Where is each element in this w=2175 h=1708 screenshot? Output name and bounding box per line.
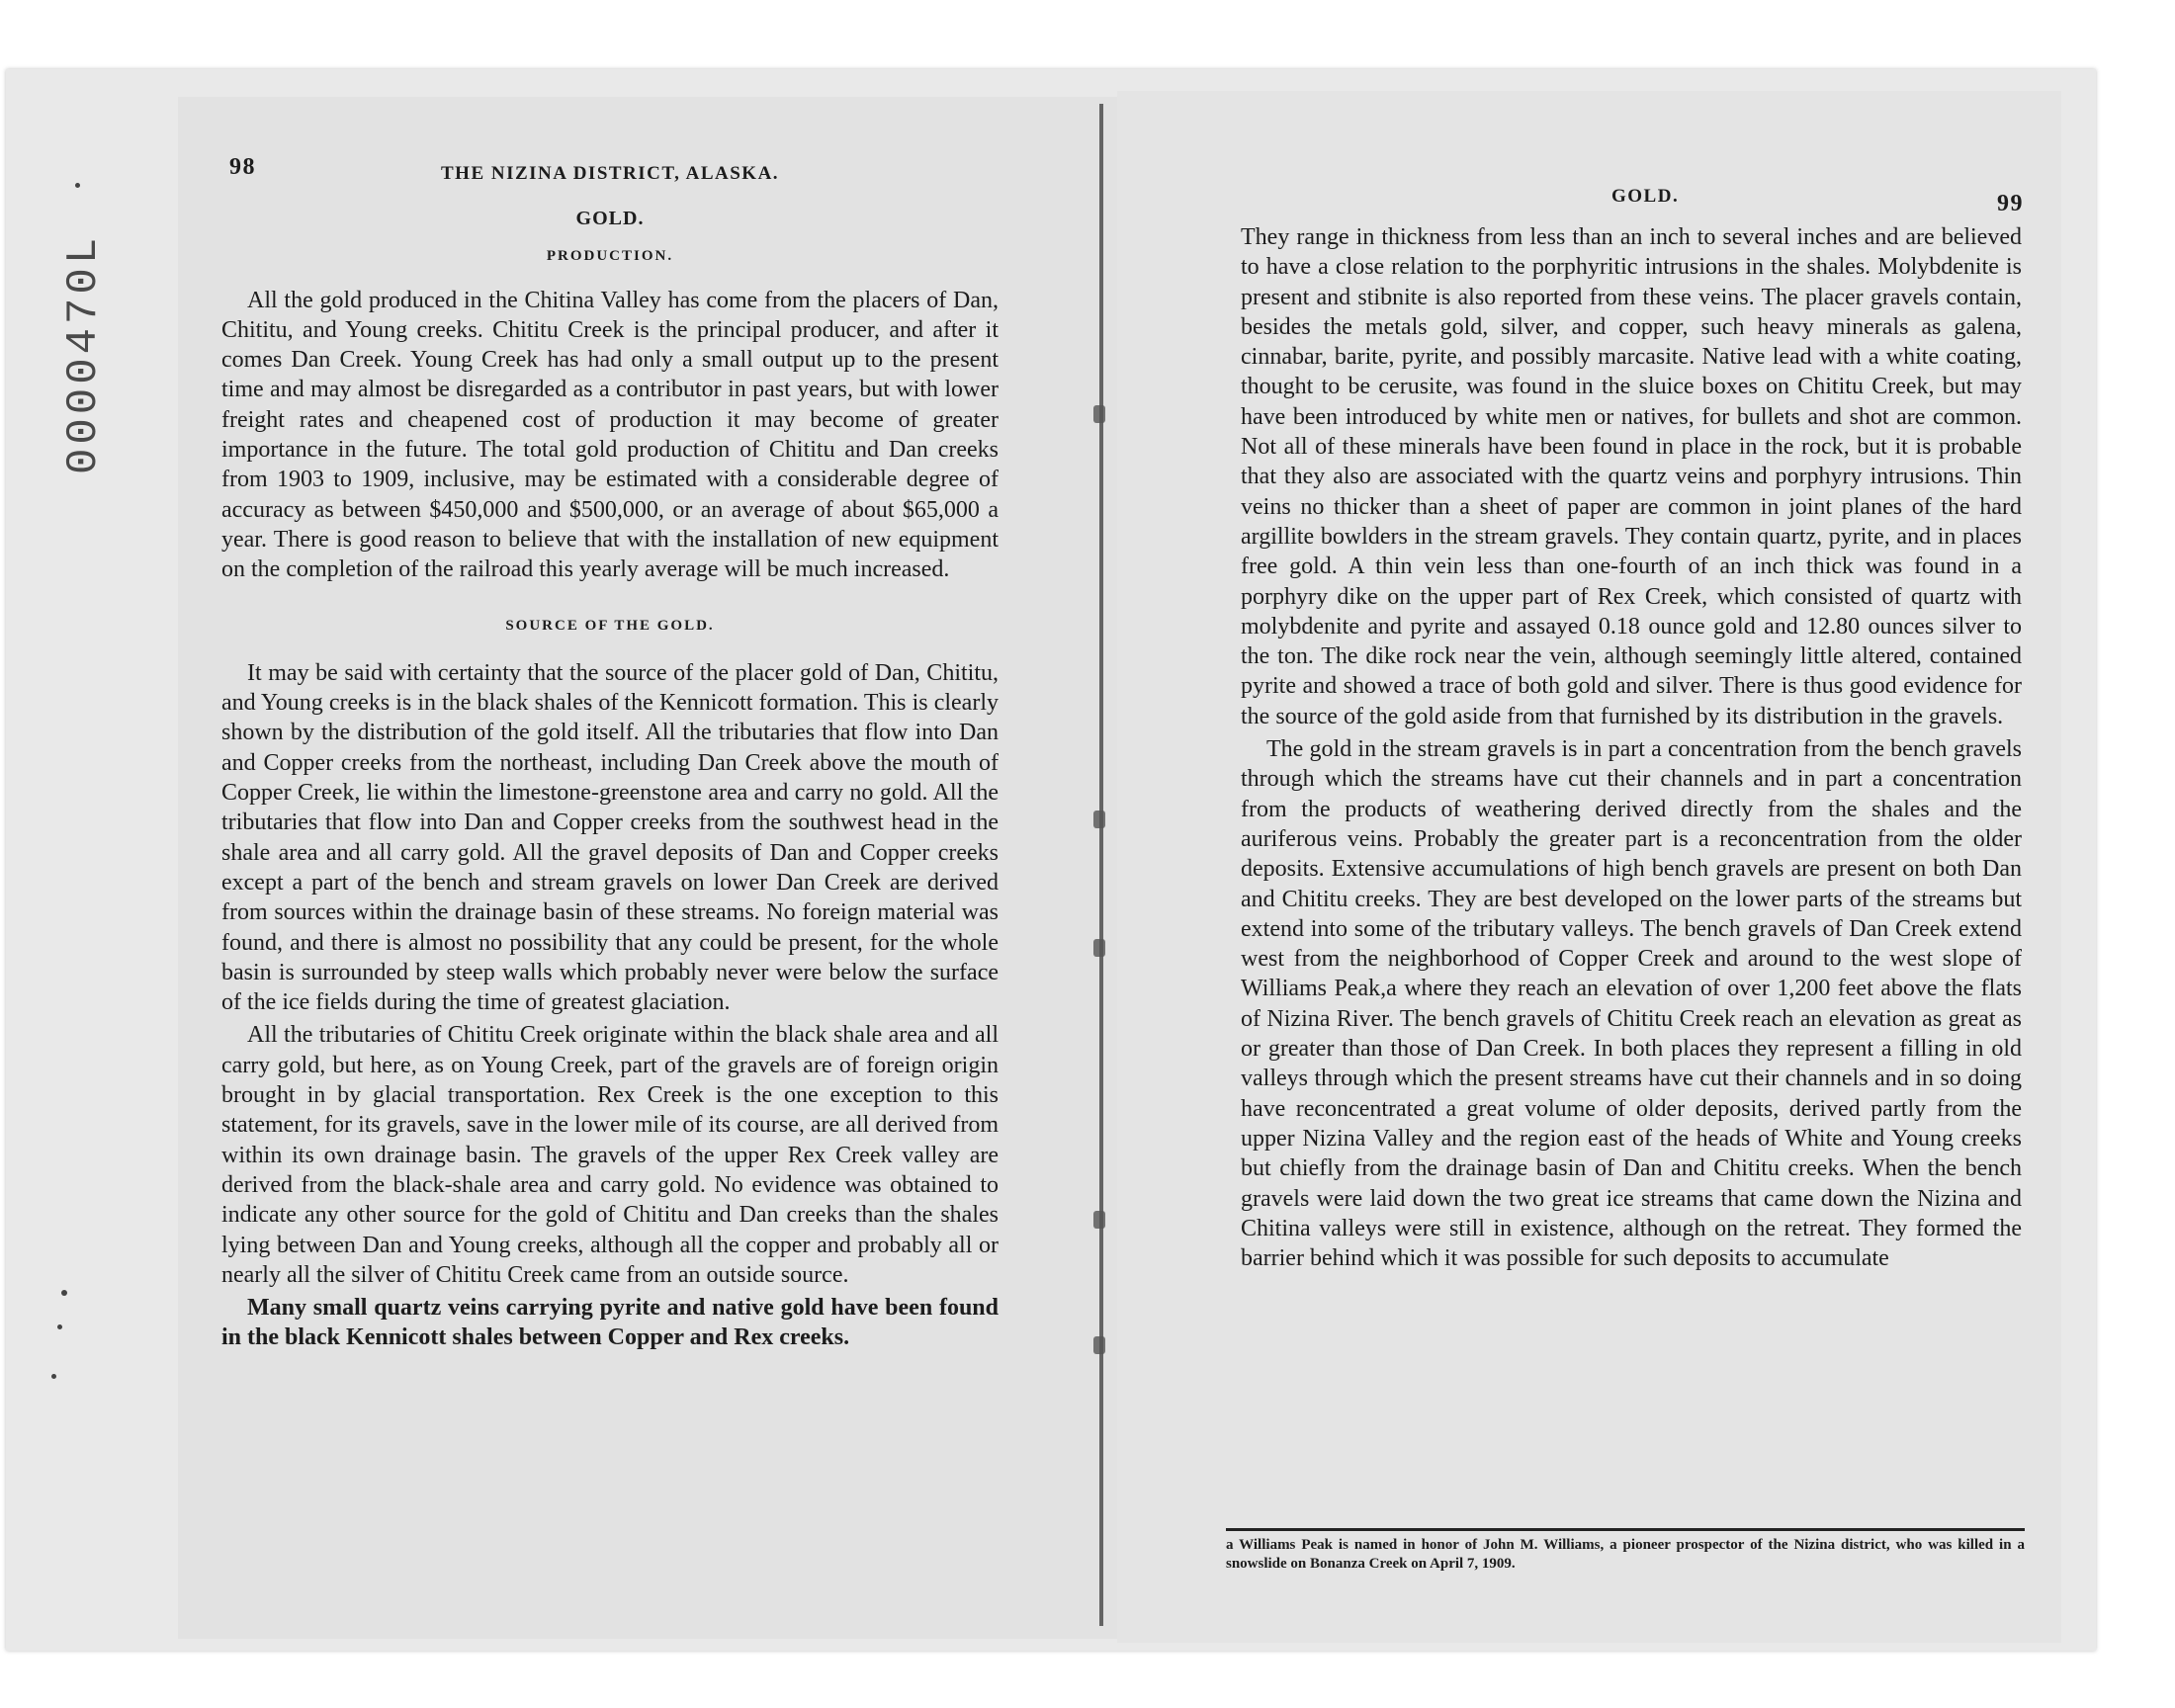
margin-mark — [57, 1324, 62, 1329]
spine-mark — [1093, 1336, 1105, 1354]
source-paragraph-2: All the tributaries of Chititu Creek originate within the black shale area and all carry gold, but here, as on Young Creek, part of the gravels are of foreign origin brought in by glacial transportation. Rex Creek is the one exception to this statement, for its gravels, save in the lower mile of its course, are all derived from within its own drainage basin. The gravels of the upper Rex Creek valley are derived from the black-shale area and carry gold. No evidence was obtained to indicate any other source for the gold of Chititu and Dan creeks than the shales lying between Dan and Young creeks, although all the copper and probably all or nearly all the silver of Chititu Creek came from an outside source. — [221, 1022, 999, 1288]
left-running-head: THE NIZINA DISTRICT, ALASKA. — [441, 163, 780, 184]
subhead-source: SOURCE OF THE GOLD. — [505, 617, 715, 634]
subhead-production: PRODUCTION. — [546, 248, 674, 265]
margin-mark — [75, 183, 80, 188]
right-running-head: GOLD. — [1611, 186, 1680, 207]
left-column — [221, 204, 999, 1353]
margin-mark — [61, 1290, 67, 1296]
spine-mark — [1093, 939, 1105, 957]
right-column — [1241, 222, 2022, 1273]
source-paragraph-3: Many small quartz veins carrying pyrite and native gold have been found in the black Kennicott shales between Copper and Rex creeks. — [221, 1295, 999, 1351]
spine-mark — [1093, 811, 1105, 828]
section-heading-gold: GOLD. — [575, 208, 645, 229]
footnote-rule — [1226, 1528, 2025, 1531]
right-paragraph-2: The gold in the stream gravels is in part a concentration from the bench gravels through which the streams have cut their channels and in part a concentration from the products of weathering derived directly from the shales and the auriferous veins. Probably the greater part is a reconcentration from the older deposits. Extensive accumulations of high bench gravels are present on both Dan and Chititu creeks. They are best developed on the lower parts of the streams but extend into some of the tributary valleys. The bench gravels of Dan Creek extend west from the neighborhood of Copper Creek and around to the west slope of Williams Peak,a where they reach an elevation of over 1,200 feet above the flats of Nizina River. The bench gravels of Chititu Creek reach an elevation as great as or greater than those of Dan Creek. In both places they represent a filling in old valleys through which the present streams have cut their channels and in so doing have reconcentrated a great volume of older deposits, derived partly from the upper Nizina Valley and the region east of the heads of White and Young creeks but chiefly from the drainage basin of Dan and Chititu creeks. When the bench gravels were laid down the two great ice streams that came down the Nizina and Chitina valleys were still in existence, although on the retreat. They formed the barrier behind which it was possible for such deposits to accumulate — [1241, 736, 2022, 1272]
right-page-number: 99 — [1997, 191, 2024, 216]
right-paragraph-1: They range in thickness from less than an inch to several inches and are believed to have a close relation to the porphyritic intrusions in the shales. Molybdenite is present and stibnite is also reported from these veins. The placer gravels contain, besides the metals gold, silver, and copper, such heavy minerals as galena, cinnabar, barite, pyrite, and possibly marcasite. Native lead with a white coating, thought to be cerusite, was found in the sluice boxes on Chititu Creek, but may have been introduced by white men or natives, for bullets and shot are common. Not all of these minerals have been found in place in the rock, but it is probable that they also are associated with the quartz veins and porphyry intrusions. Thin veins no thicker than a sheet of paper are common in joint planes of the hard argillite bowlders in the stream gravels. They contain quartz, pyrite, and in places free gold. A thin vein less than one-fourth of an inch thick was found in a porphyry dike on the upper part of Rex Creek, which consisted of quartz with molybdenite and pyrite and assayed 0.18 ounce gold and 12.80 ounces silver to the ton. The dike rock near the vein, although seemingly little altered, contained pyrite and showed a trace of both gold and silver. There is thus good evidence for the source of the gold aside from that furnished by its distribution in the gravels. — [1241, 224, 2022, 729]
margin-mark — [51, 1374, 56, 1379]
footnote: a Williams Peak is named in honor of John M. Williams, a pioneer prospector of the Nizina district, who was killed in a snowslide on Bonanza Creek on April 7, 1909. — [1226, 1537, 2025, 1572]
production-paragraph: All the gold produced in the Chitina Valley has come from the placers of Dan, Chititu, and Young creeks. Chititu Creek is the principal producer, and after it comes Dan Creek. Young Creek has had only a small output up to the present time and may almost be disregarded as a contributor in past years, but with lower freight rates and cheapened cost of production it may become of greater importance in the future. The total gold production of Chititu and Dan creeks from 1903 to 1909, inclusive, may be estimated with a considerable degree of accuracy as between $450,000 and $500,000, or an average of about $65,000 a year. There is good reason to believe that with the installation of new equipment on the completion of the railroad this yearly average will be much increased. — [221, 287, 999, 583]
spine-mark — [1093, 405, 1105, 423]
source-paragraph-1: It may be said with certainty that the source of the placer gold of Dan, Chititu, and Young creeks is in the black shales of the Kennicott formation. This is clearly shown by the distribution of the gold itself. All the tributaries that flow into Dan and Copper creeks from the northeast, including Dan Creek above the mouth of Copper Creek, lie within the limestone-greenstone area and carry no gold. All the tributaries that flow into Dan and Copper creeks from the southwest head in the shale area and all carry gold. All the gravel deposits of Dan and Copper creeks except a part of the bench and stream gravels on lower Dan Creek are derived from sources within the drainage basin of these streams. No foreign material was found, and there is almost no possibility that any could be present, for the whole basin is surrounded by steep walls which probably never were below the surface of the ice fields during the time of greatest glaciation. — [221, 659, 999, 1016]
film-identifier: 0000470L — [59, 233, 109, 474]
spine-mark — [1093, 1211, 1105, 1229]
left-page-number: 98 — [229, 154, 256, 180]
binding-spine — [1099, 104, 1103, 1626]
